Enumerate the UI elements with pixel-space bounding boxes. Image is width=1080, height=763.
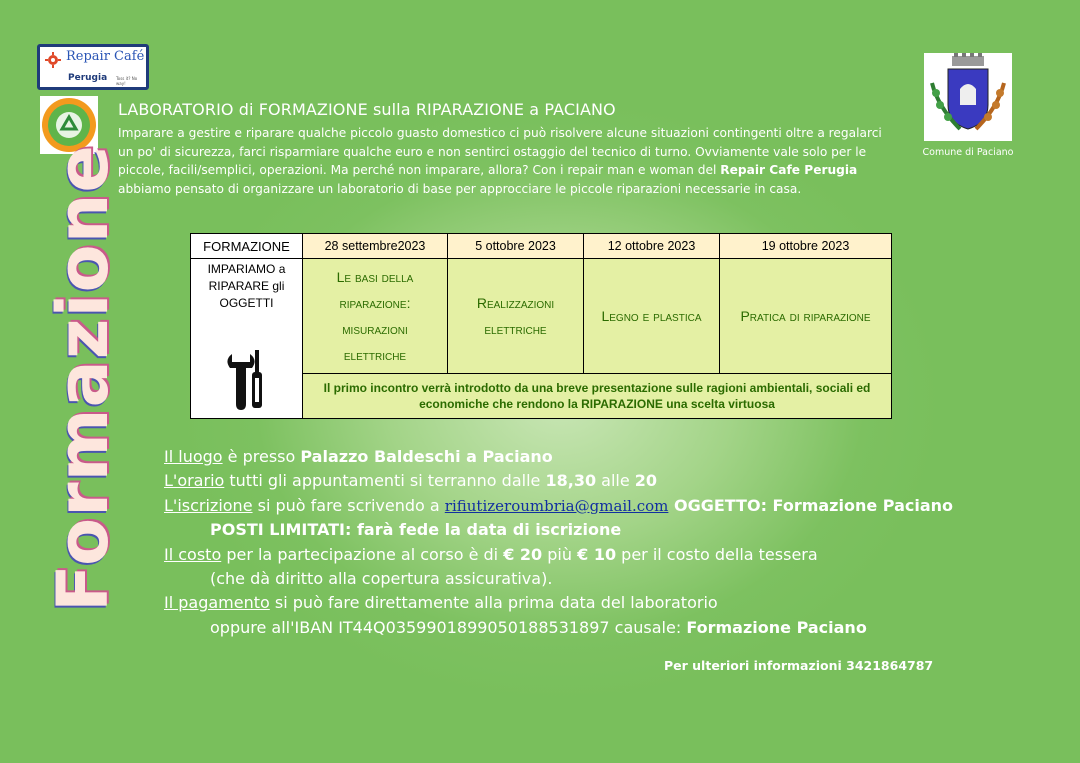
info-costo (164, 543, 953, 567)
costo-amount-2: € 10 (577, 544, 617, 564)
info-iscrizione (164, 494, 953, 518)
table-footer-note: Il primo incontro verrà introdotto da una breve presentazione sulle ragioni ambientali, sociali ed economiche che rendono la RIPARAZIONE una scelta virtuosa (303, 374, 892, 419)
iban-causale: Formazione Paciano (686, 617, 867, 637)
costo-text: per la partecipazione al corso è di (221, 544, 504, 564)
orario-mid: alle (596, 471, 635, 491)
date-1: 28 settembre2023 (303, 234, 448, 259)
table-corner: FORMAZIONE (191, 234, 303, 259)
costo-post: per il costo della tessera (616, 544, 818, 564)
costo-label: Il costo (164, 544, 222, 564)
tools-icon (222, 348, 272, 410)
costo-mid: più (542, 544, 578, 564)
vertical-title-text: Formazione (42, 144, 124, 612)
repair-cafe-logo-text: Repair Café (66, 49, 145, 64)
info-costo-note: (che dà diritto alla copertura assicurativa). (210, 569, 553, 589)
intro-paragraph (118, 124, 898, 198)
intro-text: Imparare a gestire e riparare qualche piccolo guasto domestico ci può risolvere alcune situazioni contingenti oltre a regalarci un po' di sicurezza, farci risparmiare qualche euro e non sentirci ostaggio del tecnico di turno. Ovviamente vale solo per le piccole, facili/semplici, operazioni. Ma perché non imparare, allora? Con i repair man e woman del (118, 126, 882, 177)
orario-text: tutti gli appuntamenti si terranno dalle (224, 471, 546, 491)
info-block (164, 445, 953, 640)
contact-info: Per ulteriori informazioni 3421864787 (664, 658, 934, 673)
iscrizione-oggetto: OGGETTO: Formazione Paciano (668, 495, 954, 515)
comune-label: Comune di Paciano (922, 147, 1014, 158)
repair-cafe-logo-city: Perugia (68, 73, 108, 83)
info-orario (164, 469, 953, 493)
topic-3: Legno e plastica (584, 259, 720, 374)
topic-1: Le basi della riparazione: misurazioni elettriche (303, 259, 448, 374)
pagamento-label: Il pagamento (164, 593, 270, 613)
orario-from: 18,30 (545, 471, 597, 491)
topic-4: Pratica di riparazione (720, 259, 892, 374)
vertical-title (42, 144, 124, 612)
email-link[interactable]: rifiutizeroumbria@gmail.com (444, 496, 669, 515)
luogo-label: Il luogo (164, 447, 223, 466)
repair-cafe-logo (37, 44, 149, 90)
pagamento-text: si può fare direttamente alla prima data del laboratorio (269, 593, 718, 613)
table-left-cell (191, 259, 303, 419)
gear-icon (45, 52, 61, 68)
info-iban (164, 616, 953, 640)
orario-label: L'orario (164, 471, 225, 491)
iscrizione-text: si può fare scrivendo a (252, 495, 445, 515)
table-left-text: IMPARIAMO a RIPARARE gli OGGETTI (207, 262, 286, 310)
luogo-place: Palazzo Baldeschi a Paciano (300, 447, 553, 466)
comune-coat-of-arms (924, 53, 1012, 141)
repair-cafe-logo-tagline: Toss it? No way! (116, 76, 138, 86)
schedule-table (190, 233, 892, 419)
date-3: 12 ottobre 2023 (584, 234, 720, 259)
intro-org-name: Repair Cafe Perugia (720, 163, 858, 177)
iscrizione-label: L'iscrizione (164, 495, 253, 515)
luogo-text: è presso (222, 447, 301, 466)
page-title: LABORATORIO di FORMAZIONE sulla RIPARAZIONE a PACIANO (118, 100, 616, 119)
intro-text-end: abbiamo pensato di organizzare un laboratorio di base per approcciare le piccole riparazioni necessarie in casa. (118, 181, 802, 196)
info-posti: POSTI LIMITATI: farà fede la data di iscrizione (210, 520, 622, 540)
iban-text: oppure all'IBAN IT44Q0359901899050188531897 causale: (210, 617, 687, 637)
topic-2: Realizzazioni elettriche (448, 259, 584, 374)
costo-amount-1: € 20 (503, 544, 543, 564)
info-pagamento (164, 591, 953, 615)
date-2: 5 ottobre 2023 (448, 234, 584, 259)
orario-to: 20 (634, 471, 658, 491)
info-luogo (164, 445, 953, 469)
date-4: 19 ottobre 2023 (720, 234, 892, 259)
